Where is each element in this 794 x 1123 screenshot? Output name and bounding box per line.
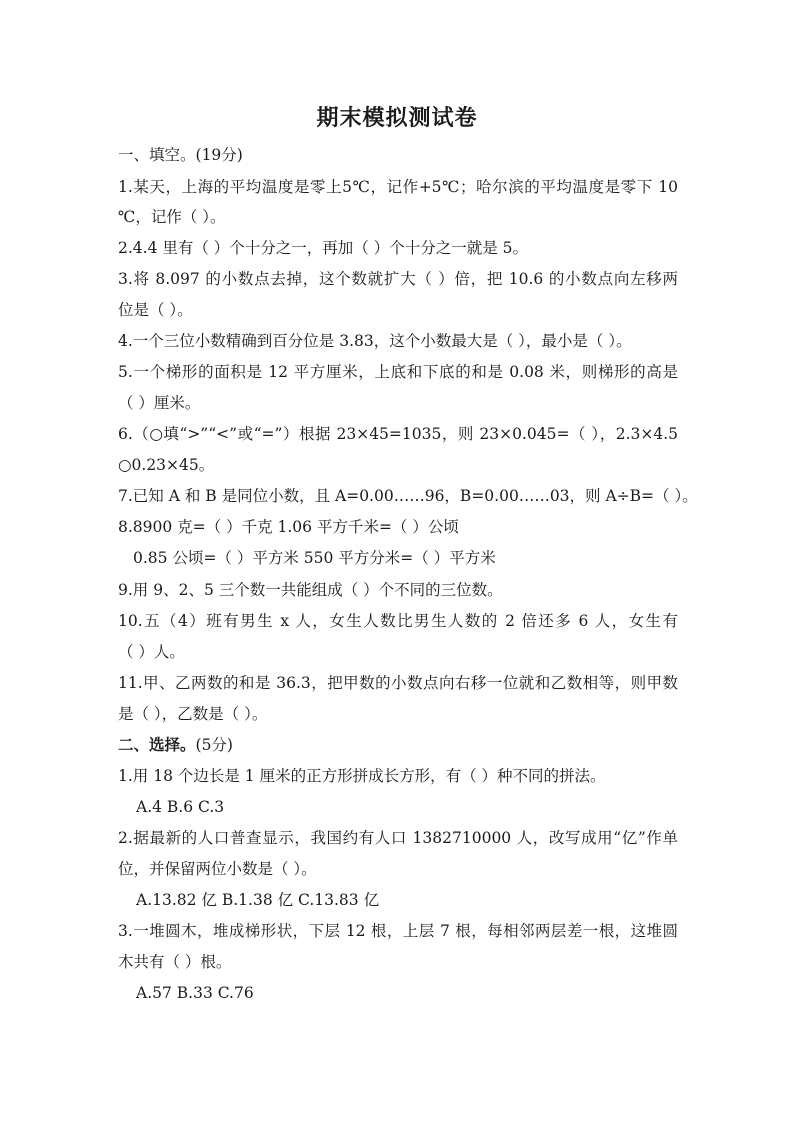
section-score: (19分) <box>195 146 243 164</box>
question-line: （ ）人。 <box>118 643 185 661</box>
question-line: 6.（○填“>”“<”或“=”）根据 23×45=1035，则 23×0.045=（ ），2.3×4.5 <box>118 425 678 443</box>
question-line: 10.五（4）班有男生 x 人，女生人数比男生人数的 2 倍还多 6 人，女生有 <box>118 612 678 630</box>
question-line: 4.一个三位小数精确到百分位是 3.83，这个小数最大是（ ），最小是（ ）。 <box>118 332 632 350</box>
question-line: 2.据最新的人口普查显示，我国约有人口 1382710000 人，改写成用“亿”作单 <box>118 829 678 847</box>
question-line: 5.一个梯形的面积是 12 平方厘米，上底和下底的和是 0.08 米，则梯形的高是 <box>118 363 678 381</box>
options-line: A.57 B.33 C.76 <box>136 984 254 1002</box>
question-line: 2.4.4 里有（ ）个十分之一，再加（ ）个十分之一就是 5。 <box>118 239 529 257</box>
section-heading-text: 二、选择。 <box>118 735 196 754</box>
question-line: 3.一堆圆木，堆成梯形状，下层 12 根，上层 7 根，每相邻两层差一根，这堆圆 <box>118 922 678 940</box>
question-line: 8.8900 克=（ ）千克 1.06 平方千米=（ ）公顷 <box>118 518 459 536</box>
options-line: A.4 B.6 C.3 <box>136 798 225 816</box>
question-line: ℃，记作（ ）。 <box>118 208 226 226</box>
question-line: （ ）厘米。 <box>118 394 201 412</box>
question-line: 位，并保留两位小数是（ ）。 <box>118 860 317 878</box>
question-line: 1.用 18 个边长是 1 厘米的正方形拼成长方形，有（ ）种不同的拼法。 <box>118 767 606 785</box>
question-line: 9.用 9、2、5 三个数一共能组成（ ）个不同的三位数。 <box>118 581 503 599</box>
question-line: 木共有（ ）根。 <box>118 953 232 971</box>
question-line: 11.甲、乙两数的和是 36.3，把甲数的小数点向右移一位就和乙数相等，则甲数 <box>118 674 678 692</box>
section-heading-text: 一、填空。 <box>118 146 196 164</box>
section-heading-choice <box>118 735 678 755</box>
question-line: 是（ ），乙数是（ ）。 <box>118 705 268 723</box>
question-line: 位是（ ）。 <box>118 301 193 319</box>
question-line: ○0.23×45。 <box>118 456 215 474</box>
question-line: 0.85 公顷=（ ）平方米 550 平方分米=（ ）平方米 <box>133 549 496 567</box>
question-line: 1.某天，上海的平均温度是零上5℃，记作+5℃；哈尔滨的平均温度是零下 10 <box>118 178 678 196</box>
options-line: A.13.82 亿 B.1.38 亿 C.13.83 亿 <box>136 891 380 909</box>
question-line: 3.将 8.097 的小数点去掉，这个数就扩大（ ）倍，把 10.6 的小数点向左移两 <box>118 270 678 288</box>
section-heading-fill-blank <box>118 145 678 165</box>
page-title: 期末模拟测试卷 <box>316 105 478 131</box>
question-line: 7.已知 A 和 B 是同位小数，且 A=0.00……96，B=0.00……03，则 A÷B=（ ）。 <box>118 487 698 505</box>
section-score: (5分) <box>195 736 233 754</box>
